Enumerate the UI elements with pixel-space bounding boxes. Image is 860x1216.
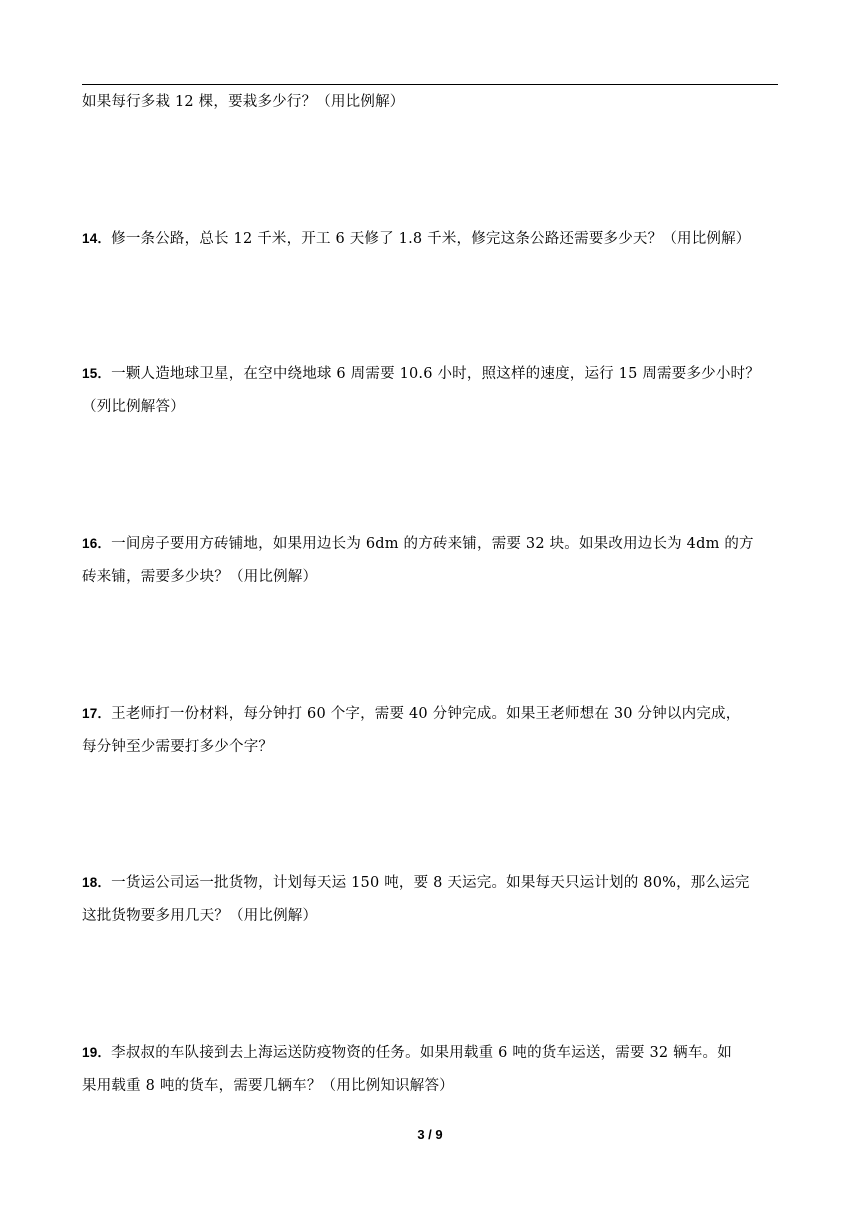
question-14-line-1 bbox=[82, 229, 782, 249]
header-rule bbox=[82, 84, 778, 85]
question-19-line-1 bbox=[82, 1043, 782, 1063]
question-15-number: 15． bbox=[82, 366, 112, 381]
question-17-line-2: 每分钟至少需要打多少个字？ bbox=[82, 739, 274, 755]
question-14-text: 修一条公路，总长 12 千米，开工 6 天修了 1.8 千米，修完这条公路还需要多少天？（用比例解） bbox=[111, 231, 751, 247]
question-14-number: 14． bbox=[82, 231, 112, 246]
question-19-line-2: 果用载重 8 吨的货车，需要几辆车？（用比例知识解答） bbox=[82, 1078, 454, 1094]
question-18-number: 18． bbox=[82, 875, 112, 890]
question-18-text-1: 一货运公司运一批货物，计划每天运 150 吨，要 8 天运完。如果每天只运计划的 80%，那么运完 bbox=[111, 875, 750, 891]
question-16-text-1: 一间房子要用方砖铺地，如果用边长为 6dm 的方砖来铺，需要 32 块。如果改用边长为 4dm 的方 bbox=[111, 536, 754, 552]
continuation-line: 如果每行多栽 12 棵，要栽多少行？（用比例解） bbox=[82, 94, 405, 110]
question-17-text-1: 王老师打一份材料，每分钟打 60 个字，需要 40 分钟完成。如果王老师想在 30 分钟以内完成， bbox=[111, 706, 741, 722]
question-18-line-1 bbox=[82, 873, 782, 893]
question-15-text-1: 一颗人造地球卫星，在空中绕地球 6 周需要 10.6 小时，照这样的速度，运行 15 周需要多少小时？ bbox=[111, 366, 760, 382]
question-19-text-1: 李叔叔的车队接到去上海运送防疫物资的任务。如果用载重 6 吨的货车运送，需要 32 辆车。如 bbox=[111, 1045, 732, 1061]
question-16-number: 16． bbox=[82, 536, 112, 551]
question-16-line-2: 砖来铺，需要多少块？（用比例解） bbox=[82, 569, 318, 585]
page-number: 3 / 9 bbox=[417, 1127, 443, 1142]
question-16-line-1 bbox=[82, 534, 782, 554]
question-18-line-2: 这批货物要多用几天？（用比例解） bbox=[82, 908, 318, 924]
question-19-number: 19． bbox=[82, 1045, 112, 1060]
question-15-line-1 bbox=[82, 364, 782, 384]
question-17-number: 17． bbox=[82, 706, 112, 721]
question-17-line-1 bbox=[82, 704, 782, 724]
question-15-line-2: （列比例解答） bbox=[82, 399, 185, 415]
